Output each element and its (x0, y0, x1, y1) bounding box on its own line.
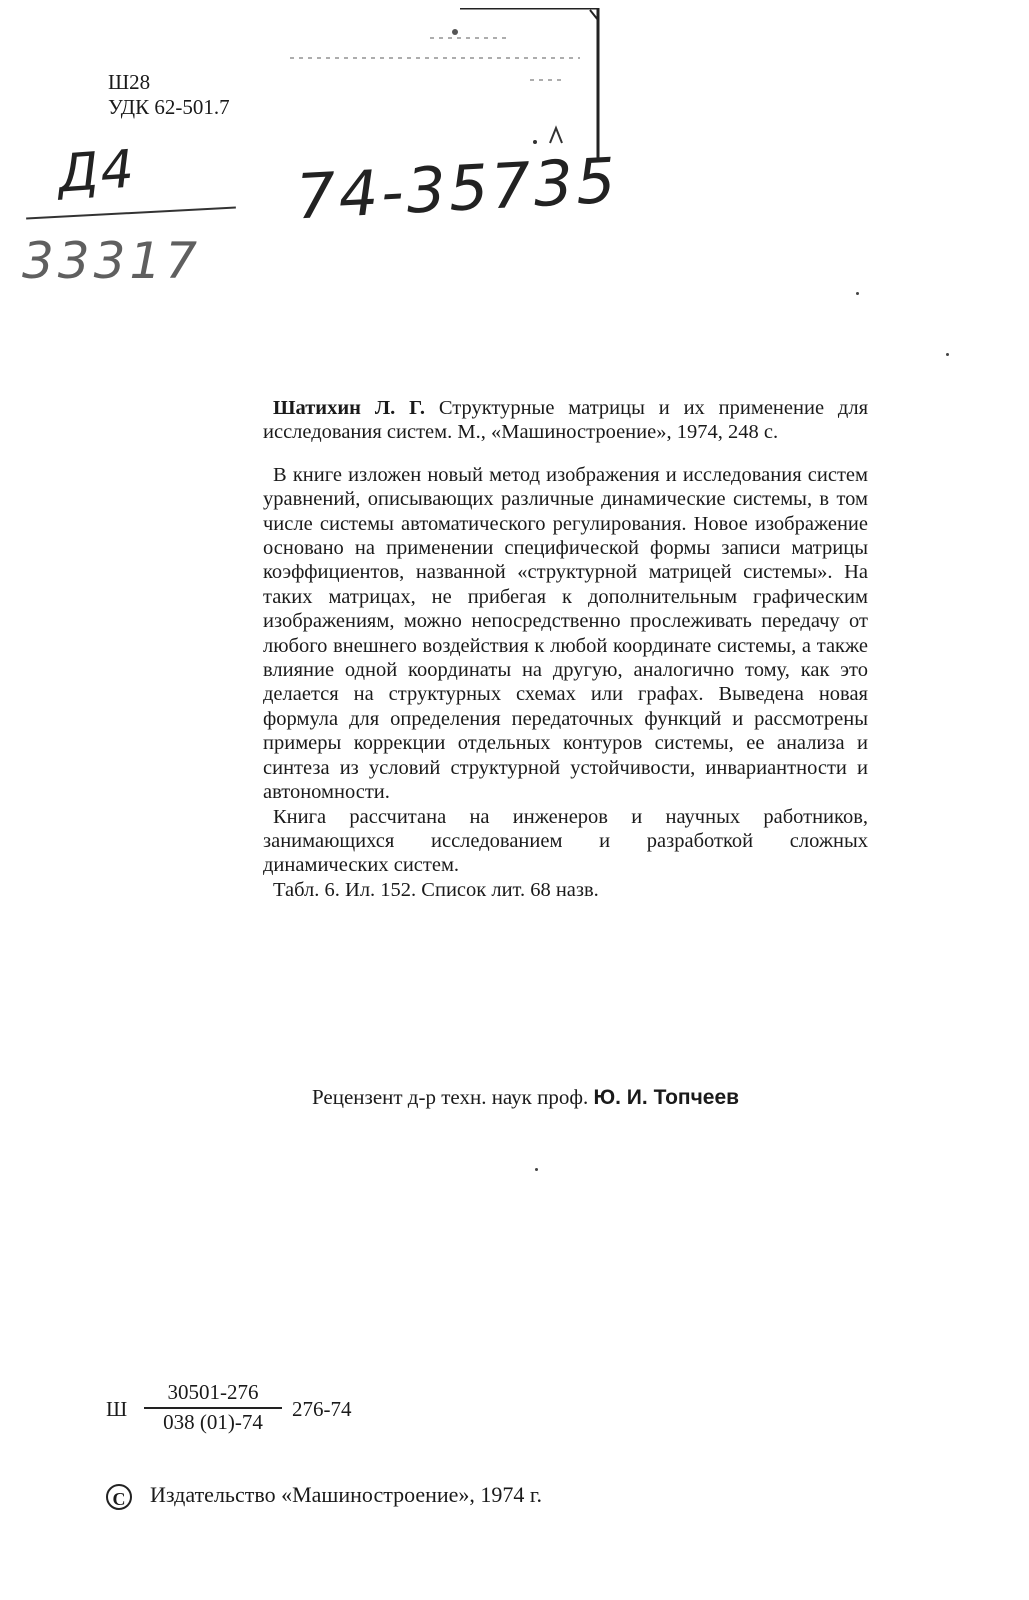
copyright-icon: C (106, 1484, 132, 1510)
formula-letter: Ш (106, 1397, 128, 1421)
classification-codes (108, 70, 230, 120)
copyright-line (106, 1482, 542, 1510)
formula-numerator: 30501-276 (167, 1380, 259, 1404)
author-name: Шатихин Л. Г. (273, 397, 425, 419)
reviewer-label: Рецензент д-р техн. наук проф. (312, 1085, 589, 1109)
handwritten-mark: Д4 (56, 139, 138, 205)
handwritten-number-right: 74-35735 (294, 143, 621, 234)
formula-fraction (144, 1380, 282, 1435)
formula-code: 276-74 (292, 1397, 352, 1421)
handwritten-underline (26, 207, 236, 220)
reviewer-line (312, 1085, 739, 1110)
udc-code: УДК 62-501.7 (108, 95, 230, 119)
annotation-stats: Табл. 6. Ил. 152. Список лит. 68 назв. (273, 878, 599, 901)
bibliographic-details: Структурные матрицы и их применение для исследования систем. М., «Машиностроение», 1974, 248 с. (263, 397, 868, 444)
formula-denominator: 038 (01)-74 (163, 1410, 263, 1434)
main-text (263, 396, 868, 902)
scan-speck (856, 292, 859, 295)
scan-speck (535, 1168, 538, 1171)
annotation-paragraph-2: Книга рассчитана на инженеров и научных работников, занимающихся исследованием и разработкой сложных динамических систем. (263, 805, 868, 877)
handwritten-number-left: 33317 (22, 232, 202, 290)
index-code: Ш28 (108, 70, 151, 94)
library-stamp (280, 8, 610, 158)
scan-speck (946, 353, 949, 356)
reviewer-name: Ю. И. Топчеев (593, 1086, 740, 1109)
annotation-paragraph-1: В книге изложен новый метод изображения и исследования систем уравнений, описывающих различные динамические системы, в том числе системы автоматического регулирования. Новое изображение основано на применении специфической формы записи матрицы коэффициентов, названной «структурной матрицей системы». На таких матрицах, не прибегая к дополнительным графическим изображениям, можно непосредственно прослеживать передачу от любого внешнего воздействия к любой координате системы, а также влияние одной координаты на другую, аналогично тому, как это делается на структурных схемах или графах. Выведена новая формула для определения передаточных функций и рассмотрены примеры коррекции отдельных контуров системы, ее анализа и синтеза из условий структурной устойчивости, инвариантности и автономности. (263, 463, 868, 804)
copyright-text: Издательство «Машиностроение», 1974 г. (150, 1482, 542, 1507)
bibliographic-entry (263, 396, 868, 445)
